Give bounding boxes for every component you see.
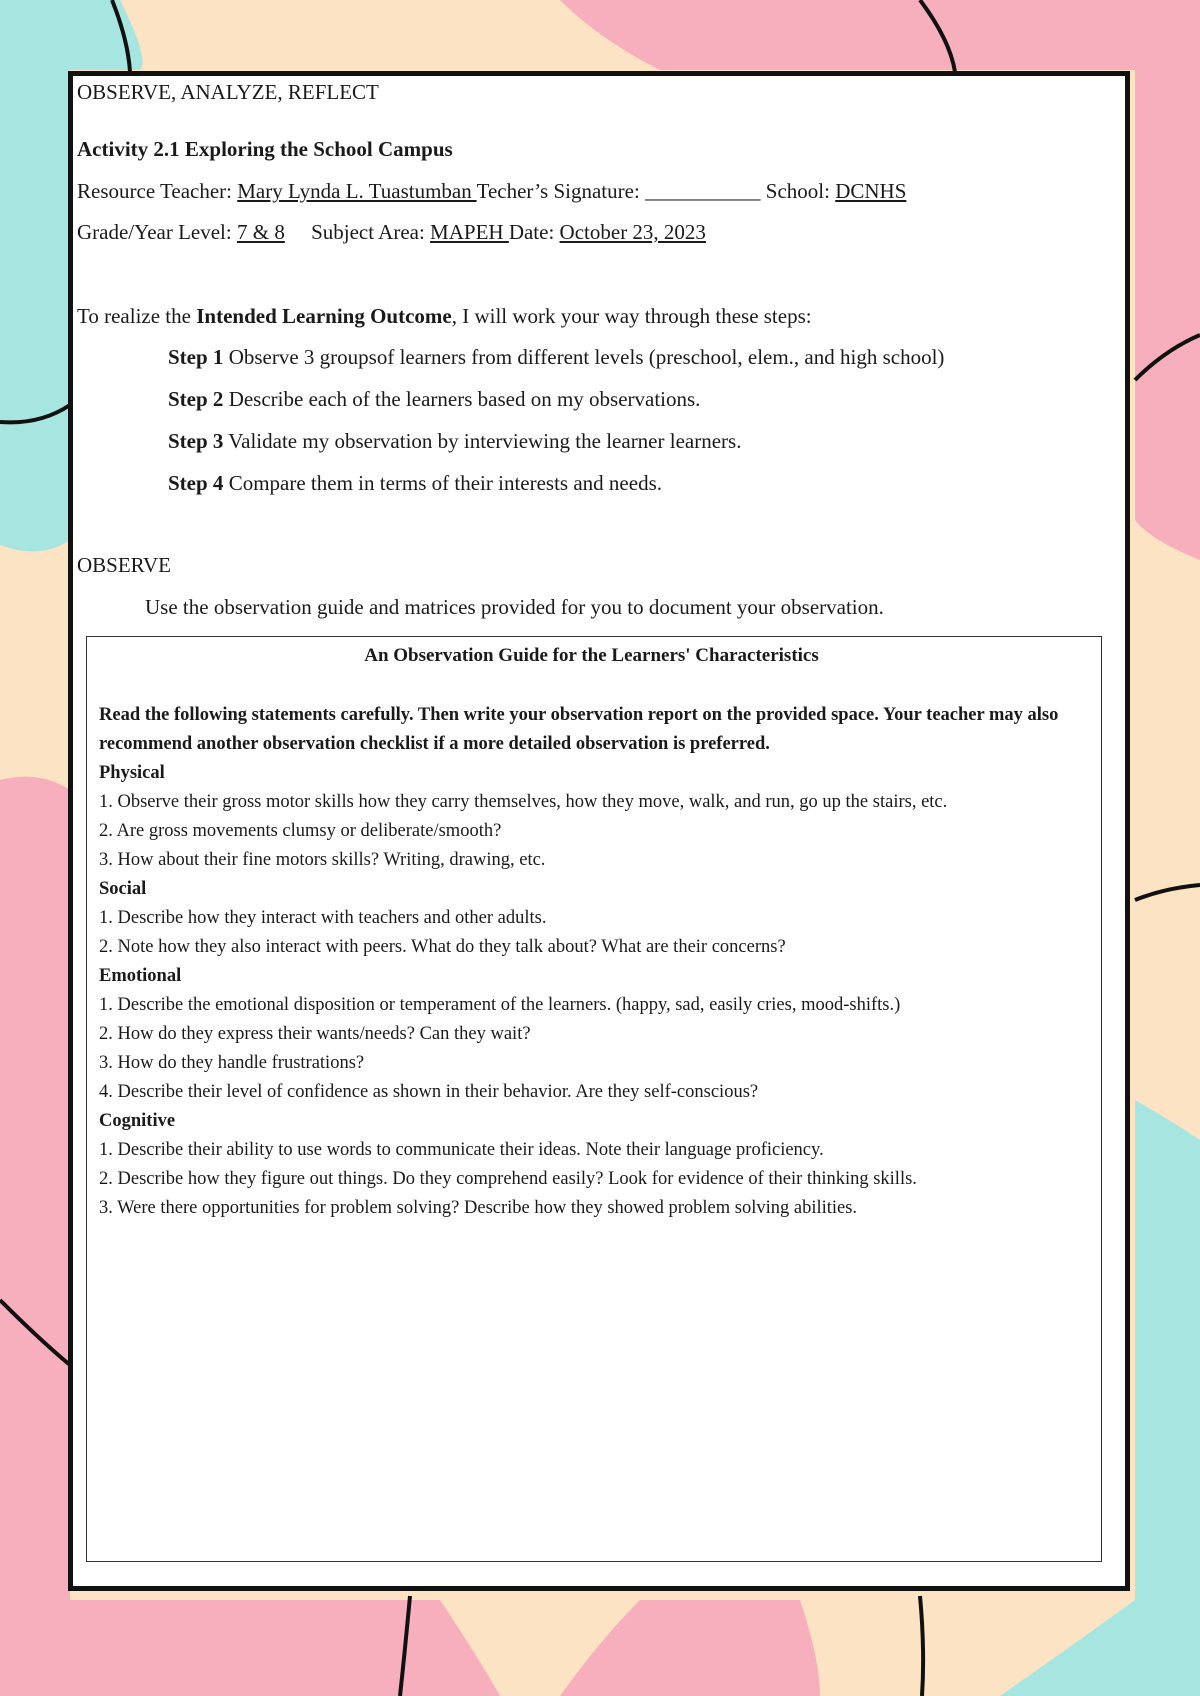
intro-suffix: , I will work your way through these steps: bbox=[451, 304, 812, 328]
list-item: 3. How about their fine motors skills? Writing, drawing, etc. bbox=[99, 850, 546, 870]
step-3 bbox=[168, 429, 741, 454]
info-line-1 bbox=[77, 179, 906, 204]
observation-guide-box bbox=[86, 636, 1102, 1562]
observe-heading: OBSERVE bbox=[77, 553, 171, 577]
section-title: OBSERVE, ANALYZE, REFLECT bbox=[77, 80, 379, 104]
step-label: Step 2 bbox=[168, 387, 224, 411]
list-item: 3. Were there opportunities for problem solving? Describe how they showed problem solving abilities. bbox=[99, 1198, 858, 1218]
step-4 bbox=[168, 471, 662, 496]
grade-label: Grade/Year Level: bbox=[77, 220, 237, 244]
list-item: 2. Note how they also interact with peers. What do they talk about? What are their concerns? bbox=[99, 937, 786, 957]
step-1 bbox=[168, 345, 944, 370]
list-item: 3. How do they handle frustrations? bbox=[99, 1053, 365, 1073]
guide-instructions: Read the following statements carefully. Then write your observation report on the provided space. Your teacher may also recommend another observation checklist if a more detailed observation is preferred. bbox=[99, 705, 1059, 754]
subject-label: Subject Area: bbox=[311, 220, 431, 244]
info-line-2 bbox=[77, 220, 706, 245]
guide-title: An Observation Guide for the Learners' Characteristics bbox=[364, 645, 819, 666]
step-label: Step 1 bbox=[168, 345, 224, 369]
observe-instruction: Use the observation guide and matrices provided for you to document your observation. bbox=[145, 595, 884, 619]
signature-blank: ___________ bbox=[645, 179, 761, 203]
date-label: Date: bbox=[508, 220, 560, 244]
grade-value: 7 & 8 bbox=[236, 220, 285, 244]
step-label: Step 3 bbox=[168, 429, 224, 453]
step-label: Step 4 bbox=[168, 471, 224, 495]
step-text: Compare them in terms of their interests and needs. bbox=[223, 471, 662, 495]
date-value: October 23, 2023 bbox=[559, 220, 706, 244]
intro-bold: Intended Learning Outcome bbox=[196, 304, 452, 328]
step-text: Describe each of the learners based on my observations. bbox=[223, 387, 701, 411]
step-2 bbox=[168, 387, 700, 412]
list-item: 2. How do they express their wants/needs? Can they wait? bbox=[99, 1024, 531, 1044]
resource-teacher-label: Resource Teacher: bbox=[77, 179, 238, 203]
list-item: 2. Describe how they figure out things. Do they comprehend easily? Look for evidence of their thinking skills. bbox=[99, 1169, 917, 1189]
subject-value: MAPEH bbox=[430, 220, 509, 244]
document-page bbox=[68, 71, 1130, 1591]
social-heading: Social bbox=[99, 879, 147, 899]
cognitive-heading: Cognitive bbox=[99, 1111, 176, 1131]
list-item: 1. Observe their gross motor skills how they carry themselves, how they move, walk, and run, go up the stairs, etc. bbox=[99, 792, 948, 812]
list-item: 2. Are gross movements clumsy or deliberate/smooth? bbox=[99, 821, 502, 841]
intro-prefix: To realize the bbox=[77, 304, 197, 328]
step-text: Validate my observation by interviewing the learner learners. bbox=[223, 429, 742, 453]
list-item: 4. Describe their level of confidence as shown in their behavior. Are they self-conscious? bbox=[99, 1082, 759, 1102]
physical-heading: Physical bbox=[99, 763, 165, 783]
list-item: 1. Describe their ability to use words to communicate their ideas. Note their language proficiency. bbox=[99, 1140, 824, 1160]
emotional-heading: Emotional bbox=[99, 966, 182, 986]
list-item: 1. Describe the emotional disposition or temperament of the learners. (happy, sad, easily cries, mood-shifts.) bbox=[99, 995, 901, 1015]
step-text: Observe 3 groupsof learners from different levels (preschool, elem., and high school) bbox=[223, 345, 945, 369]
activity-title: Activity 2.1 Exploring the School Campus bbox=[77, 137, 453, 161]
list-item: 1. Describe how they interact with teachers and other adults. bbox=[99, 908, 547, 928]
signature-label: Techer’s Signature: bbox=[476, 179, 646, 203]
intro-line bbox=[77, 304, 812, 329]
school-label: School: bbox=[765, 179, 836, 203]
school-value: DCNHS bbox=[835, 179, 907, 203]
resource-teacher-value: Mary Lynda L. Tuastumban bbox=[237, 179, 477, 203]
